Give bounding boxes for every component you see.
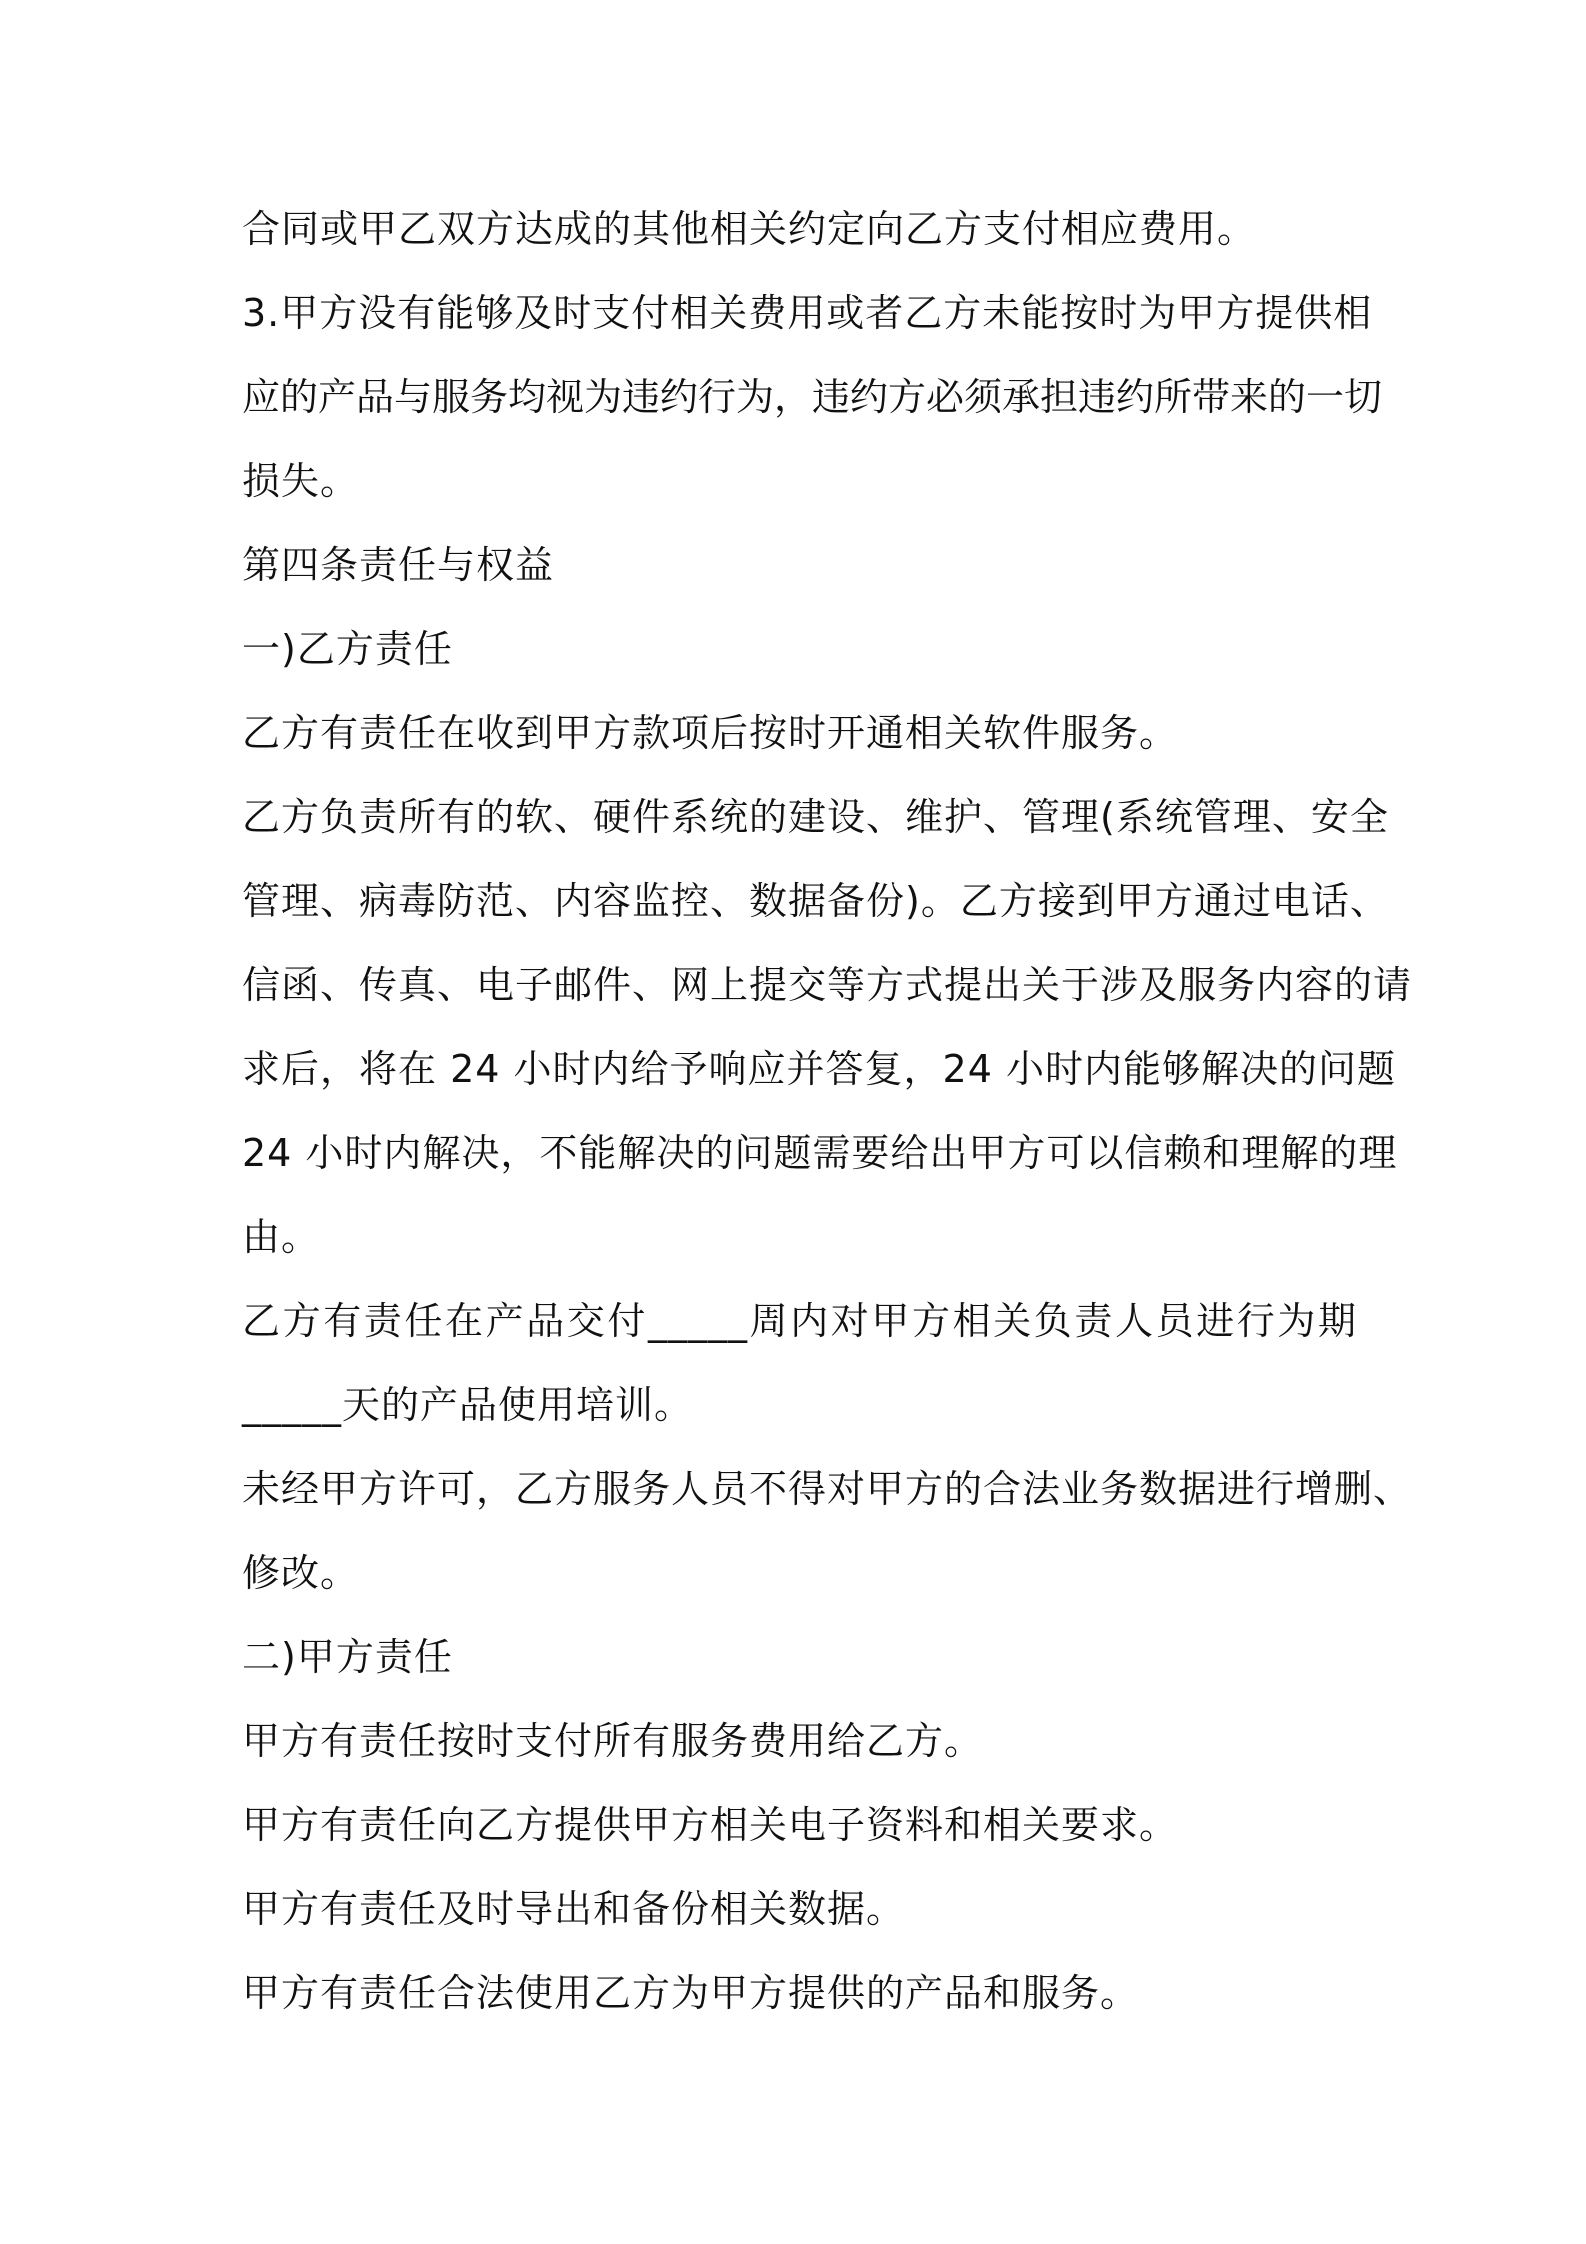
- paragraph-line: 信函、传真、电子邮件、网上提交等方式提出关于涉及服务内容的请: [242, 963, 1413, 1007]
- paragraph-line: 求后，将在 24 小时内给予响应并答复，24 小时内能够解决的问题: [242, 1047, 1396, 1091]
- paragraph-line: 管理、病毒防范、内容监控、数据备份)。乙方接到甲方通过电话、: [242, 879, 1389, 923]
- paragraph-line: 未经甲方许可，乙方服务人员不得对甲方的合法业务数据进行增删、: [242, 1467, 1413, 1511]
- paragraph-line: 合同或甲乙双方达成的其他相关约定向乙方支付相应费用。: [242, 207, 1257, 251]
- paragraph-line: 乙方负责所有的软、硬件系统的建设、维护、管理(系统管理、安全: [242, 795, 1389, 839]
- section-heading: 第四条责任与权益: [242, 543, 555, 587]
- paragraph-line: 损失。: [242, 459, 360, 503]
- subsection-heading: 一)乙方责任: [242, 627, 453, 671]
- paragraph-line: _____天的产品使用培训。: [242, 1383, 694, 1427]
- paragraph-line: 甲方有责任向乙方提供甲方相关电子资料和相关要求。: [242, 1803, 1179, 1847]
- paragraph-line: 3.甲方没有能够及时支付相关费用或者乙方未能按时为甲方提供相: [242, 291, 1373, 335]
- paragraph-line: 由。: [242, 1215, 321, 1259]
- paragraph-line: 修改。: [242, 1551, 360, 1595]
- paragraph-line: 甲方有责任按时支付所有服务费用给乙方。: [242, 1719, 984, 1763]
- subsection-heading: 二)甲方责任: [242, 1635, 453, 1679]
- paragraph-line: 甲方有责任及时导出和备份相关数据。: [242, 1887, 906, 1931]
- paragraph-line: 甲方有责任合法使用乙方为甲方提供的产品和服务。: [242, 1971, 1140, 2015]
- paragraph-line: 应的产品与服务均视为违约行为，违约方必须承担违约所带来的一切: [242, 375, 1383, 419]
- document-body: [242, 200, 1413, 2048]
- paragraph-line: 24 小时内解决，不能解决的问题需要给出甲方可以信赖和理解的理: [242, 1131, 1398, 1175]
- paragraph-line: 乙方有责任在产品交付_____周内对甲方相关负责人员进行为期: [242, 1299, 1357, 1343]
- paragraph-line: 乙方有责任在收到甲方款项后按时开通相关软件服务。: [242, 711, 1179, 755]
